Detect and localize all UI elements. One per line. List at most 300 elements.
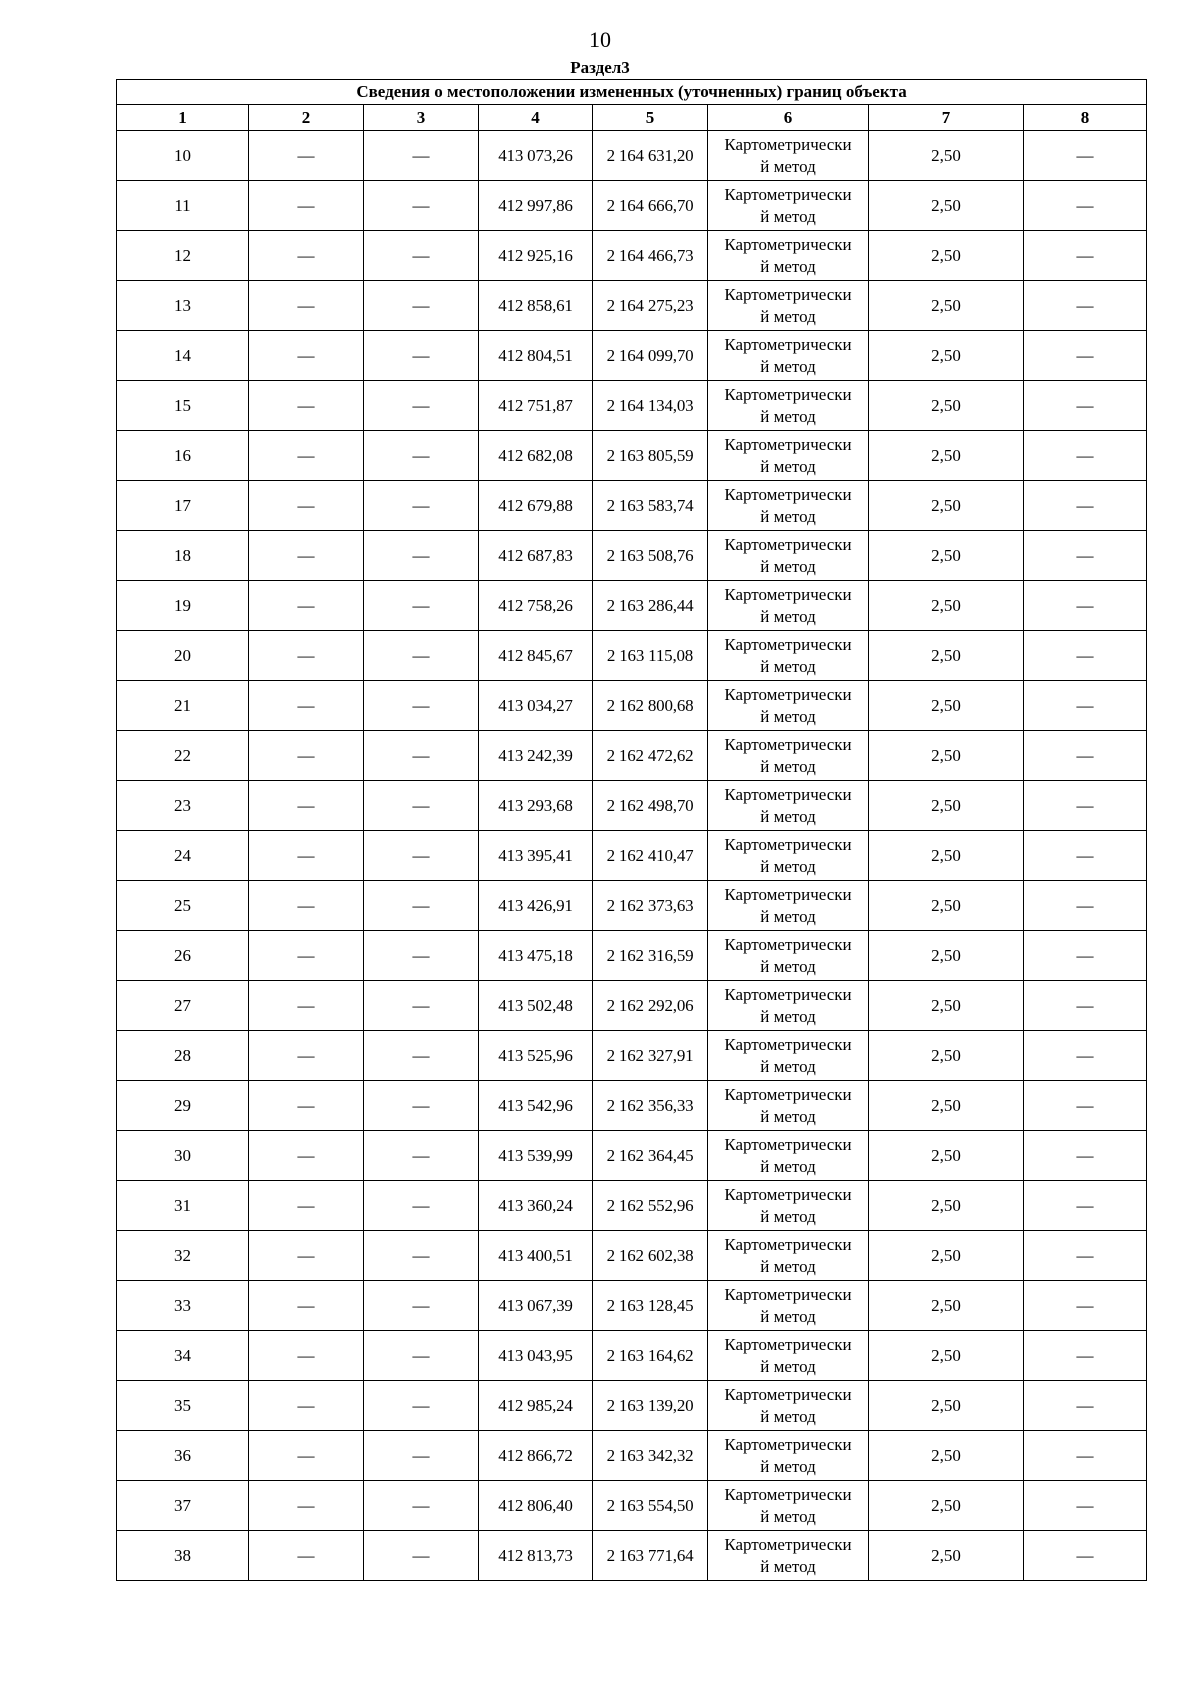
method-line-1: Картометрически — [724, 1534, 852, 1554]
col3-cell: — — [364, 181, 479, 231]
col2-cell: — — [249, 1431, 364, 1481]
method-line-1: Картометрически — [724, 1434, 852, 1454]
method-cell — [708, 381, 869, 431]
accuracy-cell: 2,50 — [869, 681, 1024, 731]
table-row — [117, 1531, 1147, 1581]
method-line-1: Картометрически — [724, 884, 852, 904]
col8-cell: — — [1024, 881, 1147, 931]
point-number-cell: 34 — [117, 1331, 249, 1381]
y-coordinate-cell: 2 163 771,64 — [593, 1531, 708, 1581]
x-coordinate-cell: 412 997,86 — [479, 181, 593, 231]
method-line-2: й метод — [760, 856, 816, 876]
y-coordinate-cell: 2 163 128,45 — [593, 1281, 708, 1331]
method-line-2: й метод — [760, 306, 816, 326]
x-coordinate-cell: 412 806,40 — [479, 1481, 593, 1531]
point-number-cell: 12 — [117, 231, 249, 281]
accuracy-cell: 2,50 — [869, 1431, 1024, 1481]
col8-cell: — — [1024, 831, 1147, 881]
method-cell — [708, 1131, 869, 1181]
col3-cell: — — [364, 631, 479, 681]
method-cell — [708, 1281, 869, 1331]
method-cell — [708, 131, 869, 181]
col8-cell: — — [1024, 1481, 1147, 1531]
method-line-1: Картометрически — [724, 984, 852, 1004]
method-cell — [708, 281, 869, 331]
table-row — [117, 331, 1147, 381]
point-number-cell: 37 — [117, 1481, 249, 1531]
table-row — [117, 1481, 1147, 1531]
col8-cell: — — [1024, 1031, 1147, 1081]
col2-cell: — — [249, 1531, 364, 1581]
method-line-1: Картометрически — [724, 684, 852, 704]
col3-cell: — — [364, 781, 479, 831]
col3-cell: — — [364, 1331, 479, 1381]
y-coordinate-cell: 2 163 508,76 — [593, 531, 708, 581]
y-coordinate-cell: 2 162 410,47 — [593, 831, 708, 881]
table-row — [117, 381, 1147, 431]
method-cell — [708, 481, 869, 531]
col3-cell: — — [364, 931, 479, 981]
x-coordinate-cell: 412 925,16 — [479, 231, 593, 281]
accuracy-cell: 2,50 — [869, 1131, 1024, 1181]
method-cell — [708, 331, 869, 381]
accuracy-cell: 2,50 — [869, 531, 1024, 581]
col3-cell: — — [364, 731, 479, 781]
col2-cell: — — [249, 731, 364, 781]
method-line-2: й метод — [760, 456, 816, 476]
method-line-1: Картометрически — [724, 534, 852, 554]
col3-cell: — — [364, 1181, 479, 1231]
table-row — [117, 531, 1147, 581]
accuracy-cell: 2,50 — [869, 831, 1024, 881]
col3-cell: — — [364, 1531, 479, 1581]
method-line-1: Картометрически — [724, 384, 852, 404]
point-number-cell: 24 — [117, 831, 249, 881]
y-coordinate-cell: 2 164 275,23 — [593, 281, 708, 331]
table-row — [117, 931, 1147, 981]
accuracy-cell: 2,50 — [869, 231, 1024, 281]
point-number-cell: 36 — [117, 1431, 249, 1481]
col8-cell: — — [1024, 431, 1147, 481]
point-number-cell: 14 — [117, 331, 249, 381]
col2-cell: — — [249, 531, 364, 581]
col2-cell: — — [249, 181, 364, 231]
col2-cell: — — [249, 331, 364, 381]
accuracy-cell: 2,50 — [869, 1531, 1024, 1581]
col8-cell: — — [1024, 1531, 1147, 1581]
y-coordinate-cell: 2 162 356,33 — [593, 1081, 708, 1131]
point-number-cell: 29 — [117, 1081, 249, 1131]
table-row — [117, 831, 1147, 881]
method-line-1: Картометрически — [724, 1484, 852, 1504]
point-number-cell: 23 — [117, 781, 249, 831]
y-coordinate-cell: 2 164 466,73 — [593, 231, 708, 281]
y-coordinate-cell: 2 163 342,32 — [593, 1431, 708, 1481]
table-row — [117, 281, 1147, 331]
x-coordinate-cell: 413 034,27 — [479, 681, 593, 731]
y-coordinate-cell: 2 162 602,38 — [593, 1231, 708, 1281]
method-line-2: й метод — [760, 156, 816, 176]
method-cell — [708, 1381, 869, 1431]
accuracy-cell: 2,50 — [869, 1081, 1024, 1131]
col8-cell: — — [1024, 381, 1147, 431]
point-number-cell: 27 — [117, 981, 249, 1031]
col3-cell: — — [364, 1431, 479, 1481]
col3-cell: — — [364, 1381, 479, 1431]
table-row — [117, 1181, 1147, 1231]
point-number-cell: 31 — [117, 1181, 249, 1231]
point-number-cell: 28 — [117, 1031, 249, 1081]
method-line-2: й метод — [760, 1106, 816, 1126]
col8-cell: — — [1024, 481, 1147, 531]
x-coordinate-cell: 412 751,87 — [479, 381, 593, 431]
table-row — [117, 1431, 1147, 1481]
table-row — [117, 131, 1147, 181]
col8-cell: — — [1024, 981, 1147, 1031]
method-line-2: й метод — [760, 206, 816, 226]
method-line-2: й метод — [760, 1056, 816, 1076]
x-coordinate-cell: 412 866,72 — [479, 1431, 593, 1481]
col3-cell: — — [364, 481, 479, 531]
accuracy-cell: 2,50 — [869, 1031, 1024, 1081]
method-line-1: Картометрически — [724, 1384, 852, 1404]
x-coordinate-cell: 413 043,95 — [479, 1331, 593, 1381]
method-line-2: й метод — [760, 1156, 816, 1176]
x-coordinate-cell: 412 679,88 — [479, 481, 593, 531]
x-coordinate-cell: 412 813,73 — [479, 1531, 593, 1581]
x-coordinate-cell: 413 073,26 — [479, 131, 593, 181]
col2-cell: — — [249, 1281, 364, 1331]
page-number: 10 — [589, 27, 611, 52]
accuracy-cell: 2,50 — [869, 631, 1024, 681]
y-coordinate-cell: 2 162 373,63 — [593, 881, 708, 931]
method-line-1: Картометрически — [724, 634, 852, 654]
column-header: 8 — [1024, 105, 1147, 131]
col3-cell: — — [364, 1281, 479, 1331]
table-row — [117, 1031, 1147, 1081]
col8-cell: — — [1024, 1331, 1147, 1381]
col8-cell: — — [1024, 631, 1147, 681]
method-line-2: й метод — [760, 906, 816, 926]
accuracy-cell: 2,50 — [869, 581, 1024, 631]
point-number-cell: 13 — [117, 281, 249, 331]
x-coordinate-cell: 413 475,18 — [479, 931, 593, 981]
accuracy-cell: 2,50 — [869, 981, 1024, 1031]
table-row — [117, 981, 1147, 1031]
col3-cell: — — [364, 231, 479, 281]
x-coordinate-cell: 412 687,83 — [479, 531, 593, 581]
x-coordinate-cell: 413 502,48 — [479, 981, 593, 1031]
accuracy-cell: 2,50 — [869, 181, 1024, 231]
accuracy-cell: 2,50 — [869, 281, 1024, 331]
method-line-1: Картометрически — [724, 934, 852, 954]
col3-cell: — — [364, 281, 479, 331]
method-line-1: Картометрически — [724, 134, 852, 154]
method-cell — [708, 781, 869, 831]
x-coordinate-cell: 413 067,39 — [479, 1281, 593, 1331]
x-coordinate-cell: 413 360,24 — [479, 1181, 593, 1231]
x-coordinate-cell: 412 804,51 — [479, 331, 593, 381]
table-row — [117, 631, 1147, 681]
col2-cell: — — [249, 231, 364, 281]
accuracy-cell: 2,50 — [869, 881, 1024, 931]
y-coordinate-cell: 2 163 164,62 — [593, 1331, 708, 1381]
y-coordinate-cell: 2 162 316,59 — [593, 931, 708, 981]
accuracy-cell: 2,50 — [869, 731, 1024, 781]
point-number-cell: 11 — [117, 181, 249, 231]
method-line-1: Картометрически — [724, 1134, 852, 1154]
method-cell — [708, 731, 869, 781]
col3-cell: — — [364, 531, 479, 581]
y-coordinate-cell: 2 163 286,44 — [593, 581, 708, 631]
y-coordinate-cell: 2 162 472,62 — [593, 731, 708, 781]
method-line-2: й метод — [760, 1506, 816, 1526]
column-header: 1 — [117, 105, 249, 131]
y-coordinate-cell: 2 163 554,50 — [593, 1481, 708, 1531]
method-line-2: й метод — [760, 956, 816, 976]
col3-cell: — — [364, 131, 479, 181]
col8-cell: — — [1024, 1281, 1147, 1331]
accuracy-cell: 2,50 — [869, 1181, 1024, 1231]
x-coordinate-cell: 413 242,39 — [479, 731, 593, 781]
point-number-cell: 33 — [117, 1281, 249, 1331]
accuracy-cell: 2,50 — [869, 1281, 1024, 1331]
column-header: 7 — [869, 105, 1024, 131]
accuracy-cell: 2,50 — [869, 1481, 1024, 1531]
col2-cell: — — [249, 781, 364, 831]
col8-cell: — — [1024, 581, 1147, 631]
method-line-2: й метод — [760, 406, 816, 426]
accuracy-cell: 2,50 — [869, 331, 1024, 381]
point-number-cell: 22 — [117, 731, 249, 781]
col3-cell: — — [364, 1031, 479, 1081]
point-number-cell: 16 — [117, 431, 249, 481]
point-number-cell: 17 — [117, 481, 249, 531]
table-body — [117, 131, 1147, 1581]
method-cell — [708, 581, 869, 631]
method-cell — [708, 681, 869, 731]
method-line-1: Картометрически — [724, 1184, 852, 1204]
method-line-1: Картометрически — [724, 784, 852, 804]
x-coordinate-cell: 412 985,24 — [479, 1381, 593, 1431]
col8-cell: — — [1024, 1081, 1147, 1131]
method-line-1: Картометрически — [724, 434, 852, 454]
y-coordinate-cell: 2 163 583,74 — [593, 481, 708, 531]
col3-cell: — — [364, 381, 479, 431]
col3-cell: — — [364, 1081, 479, 1131]
col2-cell: — — [249, 981, 364, 1031]
method-line-2: й метод — [760, 1306, 816, 1326]
method-line-2: й метод — [760, 706, 816, 726]
method-cell — [708, 1431, 869, 1481]
column-header: 6 — [708, 105, 869, 131]
method-cell — [708, 181, 869, 231]
y-coordinate-cell: 2 162 292,06 — [593, 981, 708, 1031]
col3-cell: — — [364, 1481, 479, 1531]
x-coordinate-cell: 413 525,96 — [479, 1031, 593, 1081]
table-row — [117, 1281, 1147, 1331]
method-cell — [708, 1481, 869, 1531]
col8-cell: — — [1024, 281, 1147, 331]
accuracy-cell: 2,50 — [869, 931, 1024, 981]
table-row — [117, 481, 1147, 531]
col2-cell: — — [249, 1481, 364, 1531]
table-row — [117, 581, 1147, 631]
column-header-row — [117, 105, 1147, 131]
table-row — [117, 231, 1147, 281]
y-coordinate-cell: 2 164 134,03 — [593, 381, 708, 431]
accuracy-cell: 2,50 — [869, 1331, 1024, 1381]
point-number-cell: 18 — [117, 531, 249, 581]
point-number-cell: 38 — [117, 1531, 249, 1581]
x-coordinate-cell: 413 395,41 — [479, 831, 593, 881]
y-coordinate-cell: 2 164 099,70 — [593, 331, 708, 381]
method-line-1: Картометрически — [724, 484, 852, 504]
col8-cell: — — [1024, 681, 1147, 731]
accuracy-cell: 2,50 — [869, 131, 1024, 181]
method-line-1: Картометрически — [724, 334, 852, 354]
point-number-cell: 15 — [117, 381, 249, 431]
col2-cell: — — [249, 381, 364, 431]
col2-cell: — — [249, 281, 364, 331]
table-row — [117, 1081, 1147, 1131]
table-caption: Сведения о местоположении измененных (уточненных) границ объекта — [117, 80, 1147, 105]
x-coordinate-cell: 412 682,08 — [479, 431, 593, 481]
col8-cell: — — [1024, 1131, 1147, 1181]
column-header: 4 — [479, 105, 593, 131]
point-number-cell: 20 — [117, 631, 249, 681]
col2-cell: — — [249, 681, 364, 731]
method-line-2: й метод — [760, 1006, 816, 1026]
col3-cell: — — [364, 831, 479, 881]
method-line-1: Картометрически — [724, 1084, 852, 1104]
accuracy-cell: 2,50 — [869, 481, 1024, 531]
accuracy-cell: 2,50 — [869, 1381, 1024, 1431]
method-line-1: Картометрически — [724, 1034, 852, 1054]
table-row — [117, 731, 1147, 781]
accuracy-cell: 2,50 — [869, 1231, 1024, 1281]
method-cell — [708, 1081, 869, 1131]
y-coordinate-cell: 2 162 327,91 — [593, 1031, 708, 1081]
col2-cell: — — [249, 1081, 364, 1131]
point-number-cell: 10 — [117, 131, 249, 181]
method-line-1: Картометрически — [724, 584, 852, 604]
col2-cell: — — [249, 581, 364, 631]
method-line-2: й метод — [760, 656, 816, 676]
boundary-coordinates-table — [116, 79, 1147, 1581]
col2-cell: — — [249, 431, 364, 481]
method-line-2: й метод — [760, 506, 816, 526]
method-line-2: й метод — [760, 806, 816, 826]
method-cell — [708, 831, 869, 881]
col2-cell: — — [249, 881, 364, 931]
method-line-2: й метод — [760, 356, 816, 376]
col3-cell: — — [364, 1131, 479, 1181]
method-cell — [708, 1231, 869, 1281]
col8-cell: — — [1024, 731, 1147, 781]
x-coordinate-cell: 413 539,99 — [479, 1131, 593, 1181]
method-cell — [708, 881, 869, 931]
col2-cell: — — [249, 831, 364, 881]
y-coordinate-cell: 2 164 631,20 — [593, 131, 708, 181]
table-row — [117, 431, 1147, 481]
method-line-1: Картометрически — [724, 1334, 852, 1354]
y-coordinate-cell: 2 162 364,45 — [593, 1131, 708, 1181]
y-coordinate-cell: 2 163 115,08 — [593, 631, 708, 681]
col2-cell: — — [249, 1381, 364, 1431]
col8-cell: — — [1024, 181, 1147, 231]
method-line-2: й метод — [760, 1206, 816, 1226]
x-coordinate-cell: 412 758,26 — [479, 581, 593, 631]
col2-cell: — — [249, 1031, 364, 1081]
method-line-1: Картометрически — [724, 1284, 852, 1304]
y-coordinate-cell: 2 163 139,20 — [593, 1381, 708, 1431]
method-cell — [708, 231, 869, 281]
y-coordinate-cell: 2 164 666,70 — [593, 181, 708, 231]
y-coordinate-cell: 2 162 498,70 — [593, 781, 708, 831]
col8-cell: — — [1024, 781, 1147, 831]
col2-cell: — — [249, 931, 364, 981]
table-row — [117, 1131, 1147, 1181]
col8-cell: — — [1024, 1431, 1147, 1481]
method-cell — [708, 981, 869, 1031]
method-line-1: Картометрически — [724, 284, 852, 304]
method-cell — [708, 531, 869, 581]
method-cell — [708, 931, 869, 981]
method-line-2: й метод — [760, 1256, 816, 1276]
accuracy-cell: 2,50 — [869, 781, 1024, 831]
x-coordinate-cell: 412 845,67 — [479, 631, 593, 681]
method-line-2: й метод — [760, 1456, 816, 1476]
table-row — [117, 881, 1147, 931]
point-number-cell: 32 — [117, 1231, 249, 1281]
method-line-2: й метод — [760, 1556, 816, 1576]
method-line-2: й метод — [760, 1356, 816, 1376]
column-header: 2 — [249, 105, 364, 131]
section-title: Раздел3 — [570, 58, 630, 77]
table-row — [117, 781, 1147, 831]
point-number-cell: 35 — [117, 1381, 249, 1431]
x-coordinate-cell: 413 400,51 — [479, 1231, 593, 1281]
point-number-cell: 26 — [117, 931, 249, 981]
col2-cell: — — [249, 1231, 364, 1281]
col8-cell: — — [1024, 131, 1147, 181]
table-row — [117, 1381, 1147, 1431]
col8-cell: — — [1024, 531, 1147, 581]
method-line-1: Картометрически — [724, 734, 852, 754]
y-coordinate-cell: 2 162 800,68 — [593, 681, 708, 731]
col8-cell: — — [1024, 931, 1147, 981]
col2-cell: — — [249, 1131, 364, 1181]
table-row — [117, 1331, 1147, 1381]
column-header: 3 — [364, 105, 479, 131]
y-coordinate-cell: 2 162 552,96 — [593, 1181, 708, 1231]
method-line-2: й метод — [760, 606, 816, 626]
col3-cell: — — [364, 581, 479, 631]
method-line-1: Картометрически — [724, 1234, 852, 1254]
col2-cell: — — [249, 131, 364, 181]
point-number-cell: 30 — [117, 1131, 249, 1181]
col8-cell: — — [1024, 1381, 1147, 1431]
col3-cell: — — [364, 881, 479, 931]
table-row — [117, 1231, 1147, 1281]
col3-cell: — — [364, 681, 479, 731]
method-line-2: й метод — [760, 256, 816, 276]
col2-cell: — — [249, 481, 364, 531]
accuracy-cell: 2,50 — [869, 381, 1024, 431]
x-coordinate-cell: 413 542,96 — [479, 1081, 593, 1131]
col8-cell: — — [1024, 231, 1147, 281]
